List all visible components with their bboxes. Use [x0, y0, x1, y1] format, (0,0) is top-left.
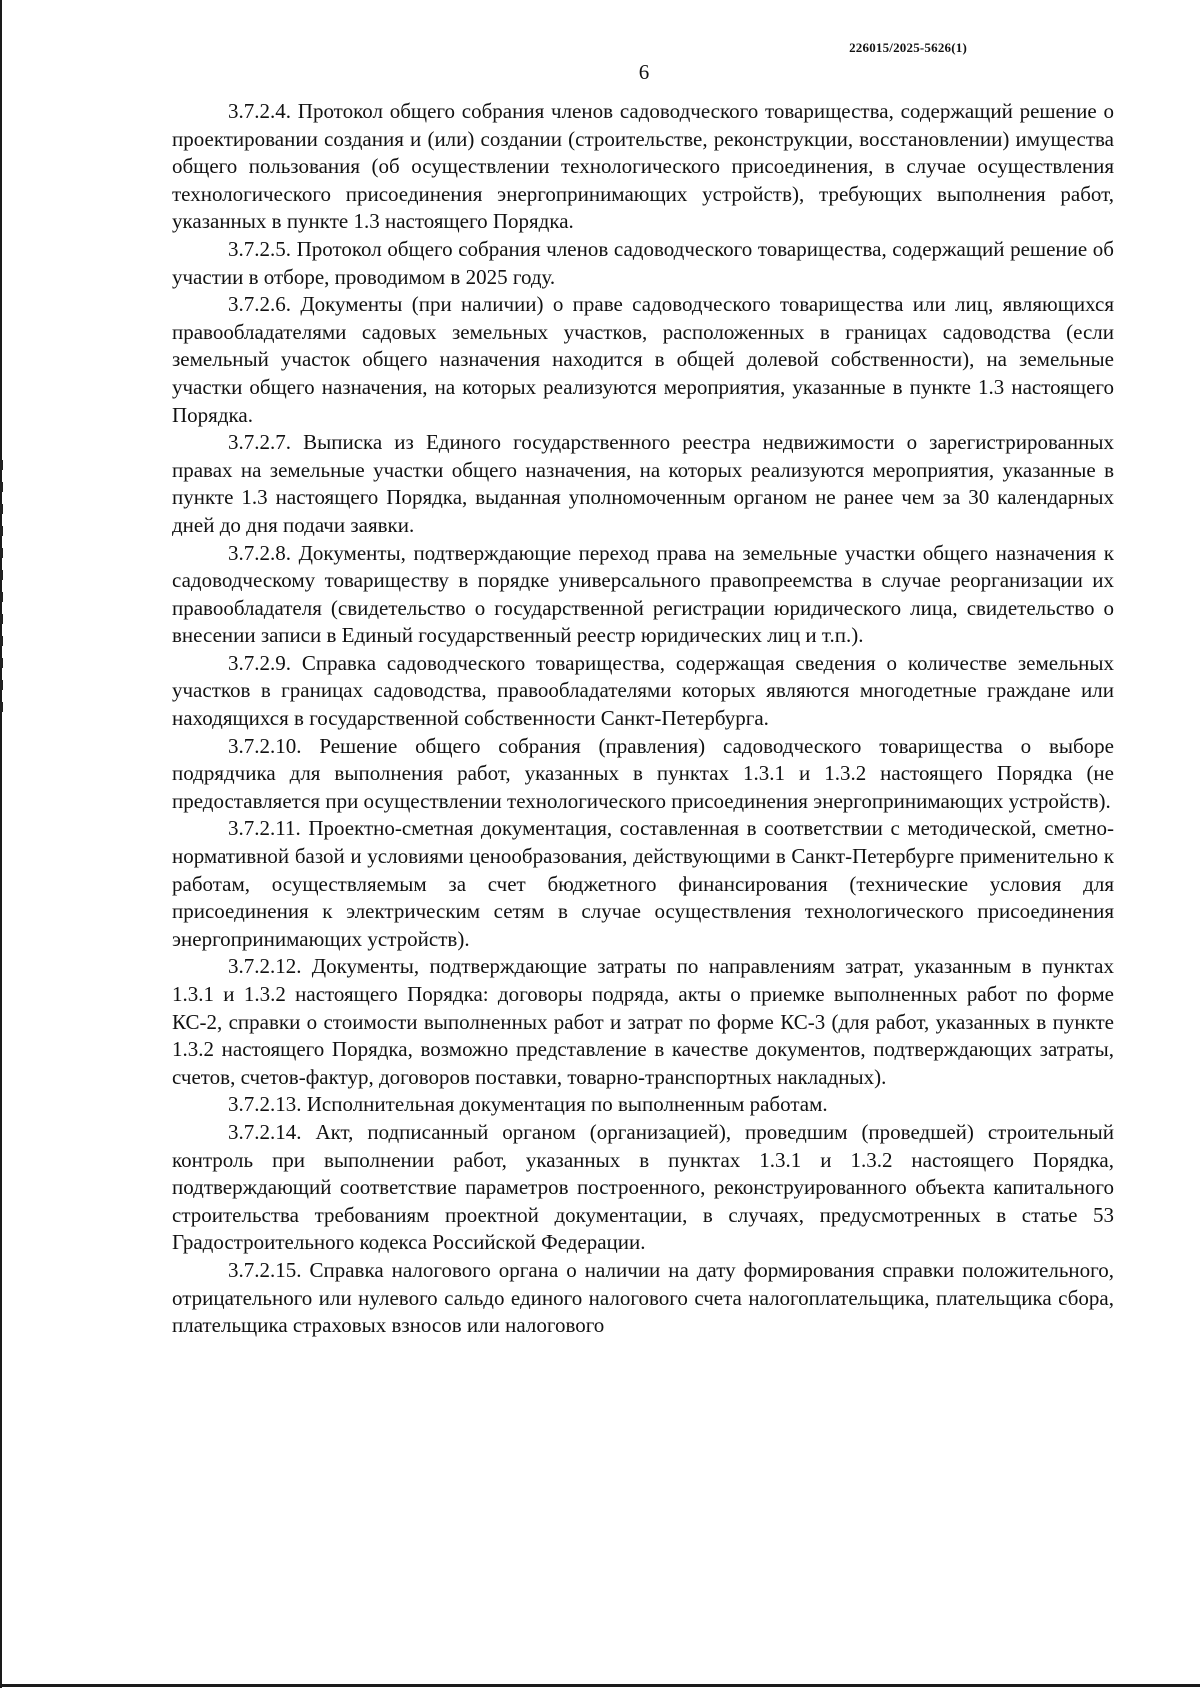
page-number: 6	[638, 60, 650, 84]
document-body	[172, 98, 1114, 1340]
paragraph-3-7-2-14: 3.7.2.14. Акт, подписанный органом (организацией), проведшим (проведшей) строительный контроль при выполнении работ, указанных в пунктах 1.3.1 и 1.3.2 настоящего Порядка, подтверждающий соответствие параметров построенного, реконструированного объекта капитального строительства требованиям проектной документации, в случаях, предусмотренных в статье 53 Градостроительного кодекса Российской Федерации.	[172, 1119, 1114, 1255]
paragraph-3-7-2-10: 3.7.2.10. Решение общего собрания (правления) садоводческого товарищества о выборе подрядчика для выполнения работ, указанных в пунктах 1.3.1 и 1.3.2 настоящего Порядка (не предоставляется при осуществлении технологического присоединения энергопринимающих устройств).	[172, 733, 1114, 813]
paragraph-3-7-2-5: 3.7.2.5. Протокол общего собрания членов садоводческого товарищества, содержащий решение об участии в отборе, проводимом в 2025 году.	[172, 236, 1114, 289]
document-number: 226015/2025-5626(1)	[849, 40, 967, 55]
paragraph-3-7-2-9: 3.7.2.9. Справка садоводческого товарищества, содержащая сведения о количестве земельных участков в границах садоводства, правообладателями которых являются многодетные граждане или находящихся в государственной собственности Санкт-Петербурга.	[172, 650, 1114, 731]
paragraph-3-7-2-6: 3.7.2.6. Документы (при наличии) о праве садоводческого товарищества или лиц, являющихся правообладателями садовых земельных участков, расположенных в границах садоводства (если земельный участок общего назначения находится в общей долевой собственности), на земельные участки общего назначения, на которых реализуются мероприятия, указанные в пункте 1.3 настоящего Порядка.	[172, 292, 1114, 427]
paragraph-3-7-2-7: 3.7.2.7. Выписка из Единого государственного реестра недвижимости о зарегистрированных правах на земельные участки общего назначения, на которых реализуются мероприятия, указанные в пункте 1.3 настоящего Порядка, выданная уполномоченным органом не ранее чем за 30 календарных дней до дня подачи заявки.	[172, 430, 1114, 537]
paragraph-3-7-2-4: 3.7.2.4. Протокол общего собрания членов садоводческого товарищества, содержащий решение о проектировании создания и (или) создании (строительстве, реконструкции, восстановлении) имущества общего пользования (об осуществлении технологического присоединения, в случае осуществления технологического присоединения энергопринимающих устройств), требующих выполнения работ, указанных в пункте 1.3 настоящего Порядка.	[172, 99, 1114, 234]
paragraph-3-7-2-8: 3.7.2.8. Документы, подтверждающие переход права на земельные участки общего назначения к садоводческому товариществу в порядке универсального правопреемства в случае реорганизации их правообладателя (свидетельство о государственной регистрации юридического лица, свидетельство о внесении записи в Единый государственный реестр юридических лиц и т.п.).	[172, 540, 1114, 648]
scan-bottom-border	[0, 1684, 1200, 1687]
paragraph-3-7-2-13: 3.7.2.13. Исполнительная документация по выполненным работам.	[228, 1092, 828, 1117]
scan-left-border	[0, 0, 2, 1688]
scan-left-marks	[0, 460, 3, 720]
paragraph-3-7-2-11: 3.7.2.11. Проектно-сметная документация, составленная в соответствии с методической, сметно-нормативной базой и условиями ценообразования, действующими в Санкт-Петербурге применительно к работам, осуществляемым за счет бюджетного финансирования (технические условия для присоединения к электрическим сетям в случае осуществления технологического присоединения энергопринимающих устройств).	[172, 816, 1114, 951]
paragraph-3-7-2-15: 3.7.2.15. Справка налогового органа о наличии на дату формирования справки положительного, отрицательного или нулевого сальдо единого налогового счета налогоплательщика, плательщика сбора, плательщика страховых взносов или налогового	[172, 1257, 1114, 1338]
paragraph-3-7-2-12: 3.7.2.12. Документы, подтверждающие затраты по направлениям затрат, указанным в пунктах 1.3.1 и 1.3.2 настоящего Порядка: договоры подряда, акты о приемке выполненных работ по форме КС-2, справки о стоимости выполненных работ и затрат по форме КС-3 (для работ, указанных в пункте 1.3.2 настоящего Порядка, возможно представление в качестве документов, подтверждающих затраты, счетов, счетов-фактур, договоров поставки, товарно-транспортных накладных).	[172, 954, 1114, 1089]
